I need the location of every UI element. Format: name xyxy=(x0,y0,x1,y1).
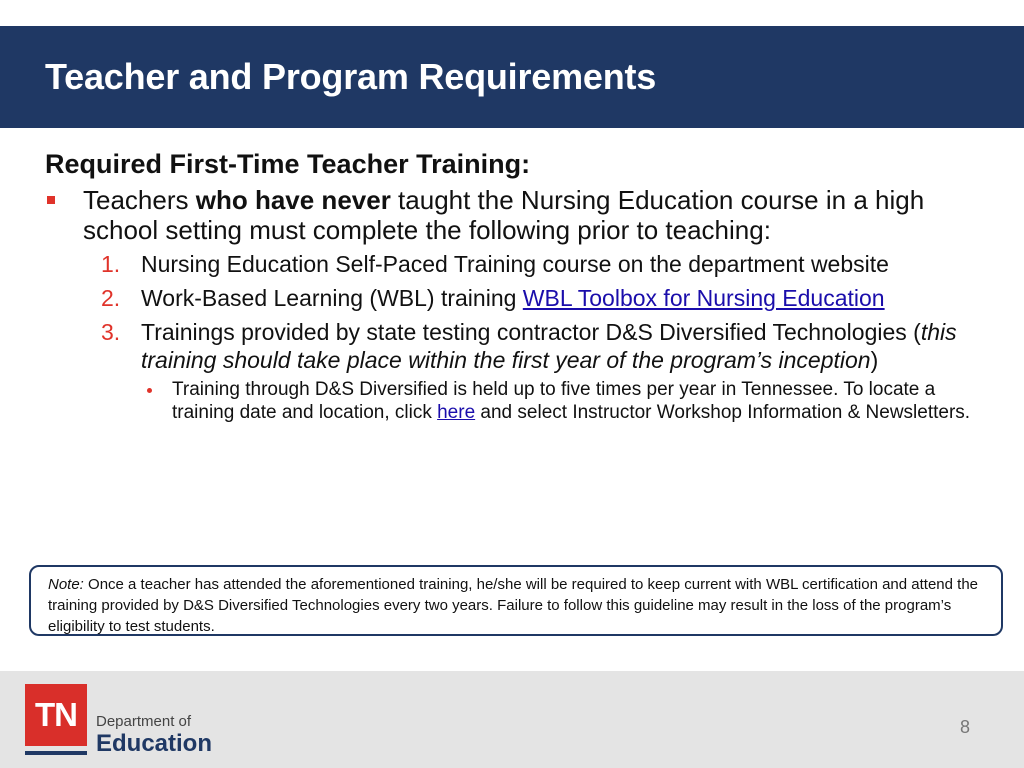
here-link[interactable]: here xyxy=(437,402,476,423)
square-bullet-icon xyxy=(47,196,55,204)
main-bullet xyxy=(45,185,995,245)
tn-logo: TN xyxy=(25,684,87,746)
slide-content xyxy=(45,147,995,430)
note-text: Once a teacher has attended the aforementioned training, he/she will be required to keep current with WBL certification and attend the training provided by D&S Diversified Technologies every two years. Failure to follow this guideline may result in the loss of the program’s eligibility to test students. xyxy=(48,576,979,635)
step-text-italic: this training should take place within the first year of the program’s inception xyxy=(141,319,957,373)
section-heading: Required First-Time Teacher Training: xyxy=(45,149,531,179)
sub-text-before: Training through D&S Diversified is held up to five times per year in Tennessee. To locate a training date and location, click xyxy=(172,379,936,423)
step-text-after: ) xyxy=(870,347,879,373)
training-step-2 xyxy=(101,284,995,312)
sub-bullet xyxy=(172,378,995,424)
step-text: Nursing Education Self-Paced Training course on the department website xyxy=(141,251,889,277)
note-label: Note: xyxy=(48,576,84,593)
footer xyxy=(0,671,1024,768)
wbl-toolbox-link[interactable]: WBL Toolbox for Nursing Education xyxy=(522,285,885,311)
step-text-before: Trainings provided by state testing contractor D&S Diversified Technologies ( xyxy=(141,319,921,345)
step-number: 2. xyxy=(101,285,121,311)
bullet-text-bold: who have never xyxy=(195,185,391,215)
department-label: Department of xyxy=(96,713,192,730)
bullet-text-after: taught the Nursing Education course in a high school setting must complete the following prior to teaching: xyxy=(83,185,925,245)
sub-text-after: and select Instructor Workshop Information & Newsletters. xyxy=(480,402,971,423)
step-number: 1. xyxy=(101,251,121,277)
dot-bullet-icon xyxy=(147,388,152,393)
page-number: 8 xyxy=(959,717,970,737)
training-step-1 xyxy=(101,250,995,278)
title-bar xyxy=(0,26,1024,128)
training-steps-list xyxy=(45,250,995,424)
logo-underline xyxy=(25,751,87,755)
step-text: Work-Based Learning (WBL) training xyxy=(141,285,517,311)
slide-title: Teacher and Program Requirements xyxy=(45,56,657,97)
note-box xyxy=(29,565,1003,636)
bullet-text-before: Teachers xyxy=(83,185,189,215)
training-step-3 xyxy=(101,318,995,424)
step-number: 3. xyxy=(101,319,121,345)
education-label: Education xyxy=(96,730,213,757)
